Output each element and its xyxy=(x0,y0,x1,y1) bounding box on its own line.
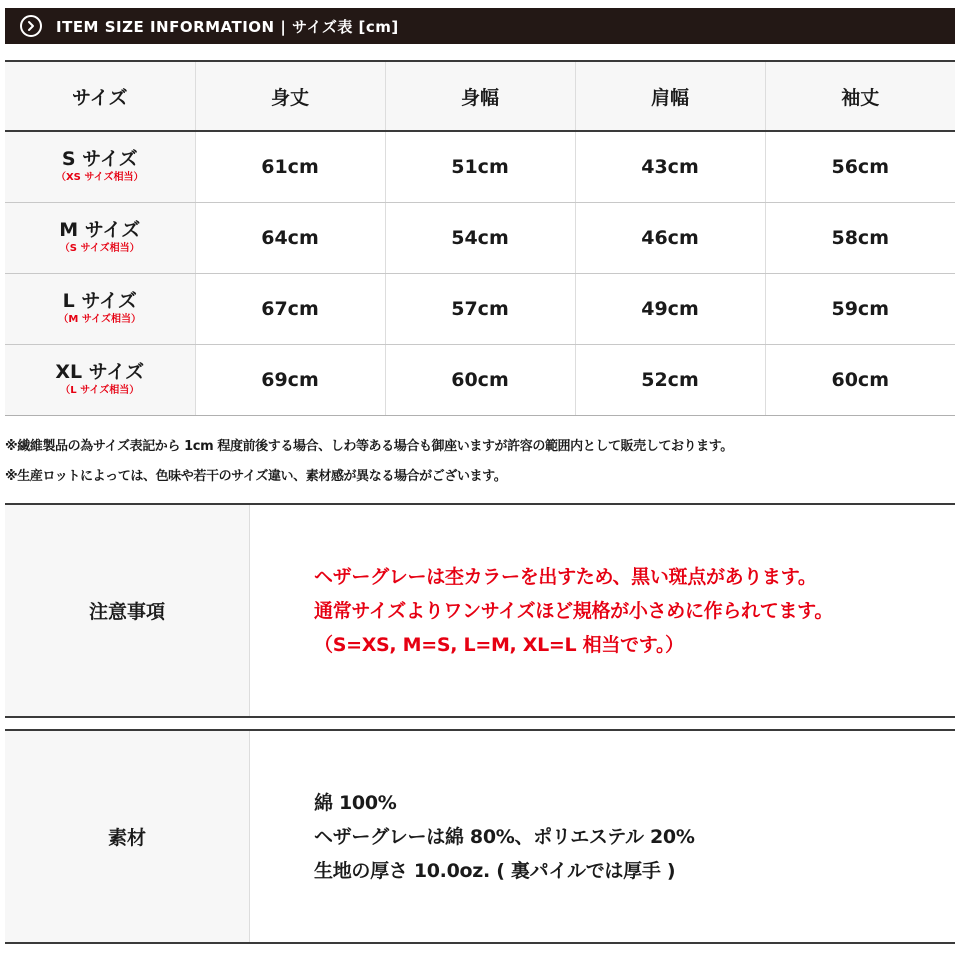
material-line: 綿 100% xyxy=(314,791,397,814)
table-cell: 43cm xyxy=(575,131,765,202)
table-cell: 46cm xyxy=(575,202,765,273)
caution-line: ヘザーグレーは杢カラーを出すため、黒い斑点があります。 xyxy=(314,565,817,588)
table-cell: 58cm xyxy=(765,202,955,273)
table-cell: 57cm xyxy=(385,273,575,344)
table-cell: 59cm xyxy=(765,273,955,344)
material-section xyxy=(5,729,955,944)
size-table xyxy=(5,60,955,416)
header-title: ITEM SIZE INFORMATION | サイズ表 [cm] xyxy=(56,17,399,36)
column-header-sleeve-length: 袖丈 xyxy=(765,61,955,131)
caution-content xyxy=(250,505,955,716)
table-cell: 60cm xyxy=(385,344,575,415)
table-cell: 54cm xyxy=(385,202,575,273)
size-name: XL サイズ xyxy=(55,361,145,383)
material-label: 素材 xyxy=(5,731,250,942)
table-cell: 64cm xyxy=(195,202,385,273)
caution-section xyxy=(5,503,955,718)
size-name: L サイズ xyxy=(62,290,137,312)
size-equivalent: （S サイズ相当） xyxy=(59,243,140,254)
table-row xyxy=(5,202,955,273)
table-row xyxy=(5,344,955,415)
table-cell: 60cm xyxy=(765,344,955,415)
size-equivalent: （L サイズ相当） xyxy=(60,385,140,396)
note-tolerance: ※繊維製品の為サイズ表記から 1cm 程度前後する場合、しわ等ある場合も御座いますが許容の範囲内として販売しております。 xyxy=(5,439,733,454)
material-line: 生地の厚さ 10.0oz. ( 裏パイルでは厚手 ) xyxy=(314,859,676,882)
table-cell: 56cm xyxy=(765,131,955,202)
caution-line: （S=XS, M=S, L=M, XL=L 相当です。） xyxy=(314,633,684,656)
table-cell: 51cm xyxy=(385,131,575,202)
size-notes xyxy=(5,432,960,492)
material-line: ヘザーグレーは綿 80%、ポリエステル 20% xyxy=(314,825,695,848)
material-content xyxy=(250,731,955,942)
size-equivalent: （M サイズ相当） xyxy=(58,314,142,325)
caution-line: 通常サイズよりワンサイズほど規格が小さめに作られてます。 xyxy=(314,599,834,622)
column-header-body-length: 身丈 xyxy=(195,61,385,131)
size-cell xyxy=(5,344,195,415)
header-bar xyxy=(5,8,955,44)
size-cell xyxy=(5,273,195,344)
table-cell: 61cm xyxy=(195,131,385,202)
table-cell: 52cm xyxy=(575,344,765,415)
size-name: M サイズ xyxy=(59,219,141,241)
size-name: S サイズ xyxy=(61,148,138,171)
table-cell: 67cm xyxy=(195,273,385,344)
table-cell: 49cm xyxy=(575,273,765,344)
table-row xyxy=(5,273,955,344)
size-table-header-row xyxy=(5,61,955,131)
column-header-shoulder-width: 肩幅 xyxy=(575,61,765,131)
size-cell xyxy=(5,202,195,273)
column-header-body-width: 身幅 xyxy=(385,61,575,131)
column-header-size: サイズ xyxy=(5,61,195,131)
chevron-right-circle-icon xyxy=(20,15,42,37)
table-row xyxy=(5,131,955,202)
caution-label: 注意事項 xyxy=(5,505,250,716)
table-cell: 69cm xyxy=(195,344,385,415)
note-production-lot: ※生産ロットによっては、色味や若干のサイズ違い、素材感が異なる場合がございます。 xyxy=(5,469,507,484)
size-equivalent: （XS サイズ相当） xyxy=(55,172,144,184)
size-cell xyxy=(5,131,195,202)
